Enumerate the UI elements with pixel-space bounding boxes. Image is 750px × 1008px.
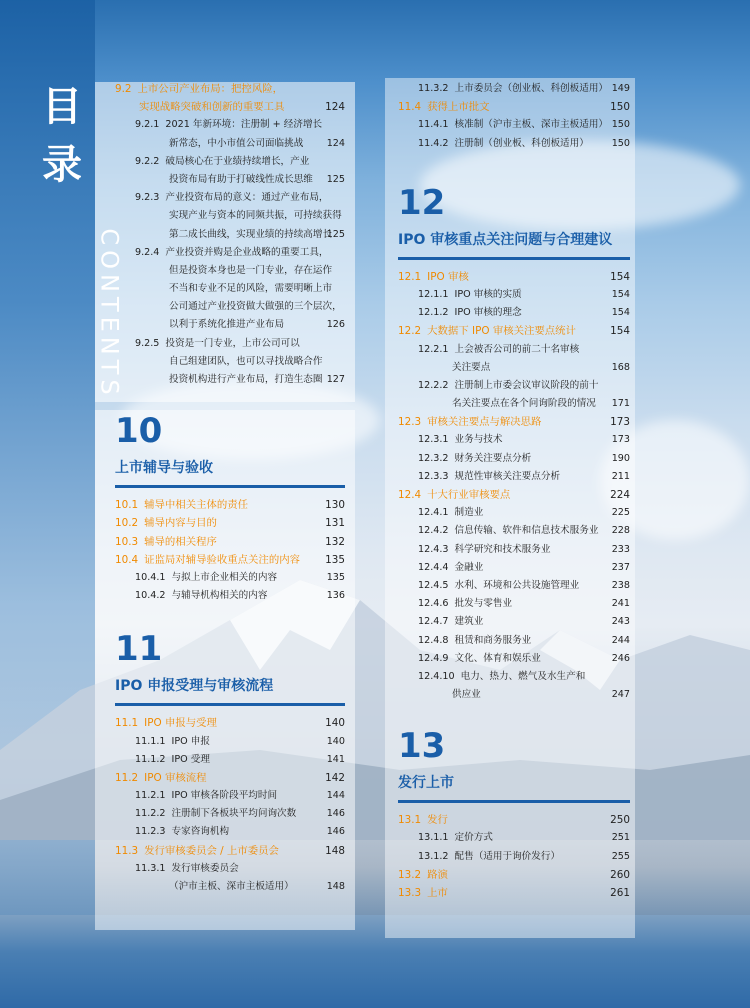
toc-title: 上市	[427, 887, 448, 899]
toc-title: 实现战略突破和创新的重要工具	[139, 101, 285, 114]
toc-entry	[398, 559, 630, 577]
toc-title: 发行	[427, 814, 448, 827]
toc-page-number: 148	[326, 881, 345, 892]
toc-page-number: 238	[611, 579, 630, 591]
toc-entry	[398, 829, 630, 847]
toc-entry	[115, 244, 345, 262]
toc-entry	[398, 522, 630, 540]
toc-title: 第二成长曲线，实现业绩的持续高增长	[169, 228, 333, 240]
toc-title: 证监局对辅导验收重点关注的内容	[144, 553, 300, 566]
toc-entry	[398, 135, 630, 153]
toc-title: 辅导内容与目的	[144, 517, 217, 530]
toc-number: 11.1.1	[135, 735, 166, 747]
toc-title: 投资机构进行产业布局，打造生态圈	[169, 374, 323, 385]
toc-number: 12.4.5	[418, 579, 449, 591]
chapter-11-title: IPO 申报受理与审核流程	[115, 678, 274, 695]
toc-number: 11.4	[398, 101, 422, 114]
toc-entry	[398, 413, 630, 431]
toc-title: IPO 审核	[427, 270, 469, 283]
toc-entry	[115, 533, 345, 551]
toc-title: 核准制（沪市主板、深市主板适用）	[454, 119, 609, 131]
toc-title: 规范性审核关注要点分析	[454, 470, 561, 482]
toc-entry	[115, 371, 345, 389]
toc-title: IPO 申报	[171, 735, 210, 747]
toc-page-number: 132	[325, 535, 345, 548]
toc-title: 投资布局有助于打破线性成长思维	[169, 173, 313, 185]
toc-entry	[115, 98, 345, 116]
toc-page-number: 154	[610, 270, 630, 283]
toc-title: 大数据下 IPO 审核关注要点统计	[427, 325, 576, 338]
toc-title: 建筑业	[454, 616, 484, 628]
toc-title: 专家咨询机构	[171, 826, 230, 838]
toc-number: 10.4.1	[135, 571, 166, 583]
chapter-11-continued-entries	[398, 80, 630, 153]
toc-page-number: 251	[611, 832, 630, 844]
title-char-2: 录	[42, 142, 82, 188]
toc-entry	[398, 395, 630, 413]
toc-number: 12.3.1	[418, 434, 449, 446]
toc-entry	[115, 171, 345, 189]
toc-page-number: 261	[610, 887, 630, 899]
toc-page-number: 146	[326, 826, 345, 838]
toc-entry	[115, 135, 345, 153]
toc-page-number: 246	[611, 652, 630, 664]
toc-title: 批发与零售业	[454, 598, 513, 610]
chapter-10-title: 上市辅导与验收	[115, 460, 213, 477]
toc-page-number: 237	[611, 561, 630, 573]
toc-page-number: 140	[325, 717, 345, 730]
toc-entry	[398, 322, 630, 340]
toc-entry	[115, 842, 345, 860]
toc-title: 产业投资并购是企业战略的重要工具，	[165, 246, 329, 258]
chapter-12-title: IPO 审核重点关注问题与合理建议	[398, 231, 613, 248]
toc-title: 注册制上市委会议审议阶段的前十	[454, 379, 599, 391]
toc-entry	[115, 514, 345, 532]
toc-number: 10.4.2	[135, 590, 166, 602]
toc-number: 12.1.1	[418, 288, 449, 300]
toc-number: 12.3.3	[418, 470, 449, 482]
toc-page-number: 241	[611, 598, 630, 610]
toc-title: 路演	[427, 868, 448, 881]
toc-number: 11.1	[115, 717, 139, 730]
toc-title: 实现产业与资本的同频共振，可持续获得	[169, 210, 342, 222]
toc-page-number: 150	[611, 119, 630, 131]
toc-page-number: 211	[611, 470, 630, 482]
toc-entry	[115, 714, 345, 732]
toc-title: IPO 申报与受理	[144, 717, 217, 730]
toc-title: IPO 审核的理念	[454, 307, 522, 319]
toc-entry	[398, 468, 630, 486]
toc-entry	[398, 541, 630, 559]
toc-number: 9.2.3	[135, 192, 160, 204]
toc-number: 10.3	[115, 535, 139, 548]
toc-entry	[115, 116, 345, 134]
toc-title: 业务与技术	[454, 434, 503, 446]
toc-entry	[398, 686, 630, 704]
chapter-12-number: 12	[398, 182, 446, 223]
toc-number: 12.4.8	[418, 634, 449, 646]
toc-title: 发行审核委员会 / 上市委员会	[144, 844, 279, 857]
toc-number: 11.2.1	[135, 790, 166, 802]
toc-entry	[115, 569, 345, 587]
toc-entry	[398, 431, 630, 449]
toc-title: IPO 审核的实质	[454, 288, 522, 300]
toc-number: 12.3.2	[418, 452, 449, 464]
toc-title: 自己组建团队，也可以寻找战略合作	[169, 355, 323, 367]
toc-page-number: 135	[325, 553, 345, 566]
toc-entry	[398, 98, 630, 116]
toc-page-number: 244	[611, 634, 630, 646]
toc-page-number: 126	[326, 319, 345, 331]
chapter-9-entries	[115, 80, 345, 389]
toc-page-number: 168	[611, 361, 630, 373]
toc-number: 13.1.2	[418, 850, 449, 862]
toc-entry	[115, 496, 345, 514]
toc-entry	[115, 751, 345, 769]
toc-page-number: 131	[325, 517, 345, 530]
toc-page-number: 150	[611, 137, 630, 149]
toc-entry	[398, 504, 630, 522]
toc-number: 11.2.2	[135, 808, 166, 820]
toc-page-number: 124	[325, 101, 345, 114]
toc-title: 十大行业审核要点	[427, 489, 511, 501]
toc-number: 11.3.2	[418, 83, 449, 94]
toc-page-number: 225	[611, 507, 630, 519]
toc-entry	[115, 805, 345, 823]
toc-entry	[115, 353, 345, 371]
toc-page-number: 135	[326, 571, 345, 583]
chapter-11-divider	[115, 703, 345, 706]
toc-entry	[115, 280, 345, 298]
toc-title: 关注要点	[452, 361, 491, 373]
toc-entry	[398, 632, 630, 650]
toc-title: 以利于系统化推进产业布局	[169, 319, 285, 331]
toc-entry	[398, 304, 630, 322]
toc-title: 定价方式	[454, 832, 493, 844]
toc-title: 产业投资布局的意义：通过产业布局，	[165, 192, 329, 204]
chapter-13-title: 发行上市	[398, 775, 454, 792]
toc-title: 信息传输、软件和信息技术服务业	[454, 525, 599, 537]
toc-number: 9.2.2	[135, 155, 160, 167]
toc-entry	[398, 359, 630, 377]
chapter-11-number: 11	[115, 629, 163, 670]
toc-number: 12.4.4	[418, 561, 449, 573]
toc-title: 金融业	[454, 561, 484, 573]
toc-entry	[115, 189, 345, 207]
toc-entry	[398, 116, 630, 134]
toc-page-number: 124	[326, 137, 345, 149]
title-cn	[40, 78, 84, 194]
toc-page-number: 140	[326, 735, 345, 747]
toc-number: 12.2.1	[418, 343, 449, 355]
chapter-12-divider	[398, 257, 630, 260]
toc-page-number: 228	[611, 525, 630, 537]
toc-title: （沪市主板、深市主板适用）	[169, 881, 294, 892]
toc-entry	[115, 587, 345, 605]
toc-entry	[398, 811, 630, 829]
toc-page-number: 130	[325, 499, 345, 512]
toc-entry	[398, 486, 630, 504]
toc-entry	[115, 787, 345, 805]
toc-entry	[115, 733, 345, 751]
toc-number: 13.1	[398, 814, 422, 827]
toc-number: 13.2	[398, 868, 422, 881]
toc-title: IPO 审核流程	[144, 771, 207, 784]
toc-title: 新常态，中小市值公司面临挑战	[169, 137, 304, 149]
toc-entry	[115, 153, 345, 171]
toc-page-number: 173	[611, 434, 630, 446]
toc-page-number: 136	[326, 590, 345, 602]
toc-entry	[398, 595, 630, 613]
toc-page-number: 125	[326, 228, 345, 240]
toc-page-number: 171	[611, 398, 630, 410]
right-column	[398, 80, 630, 902]
toc-number: 13.3	[398, 887, 422, 899]
toc-entry	[115, 80, 345, 98]
toc-title: 供应业	[452, 689, 481, 701]
toc-number: 12.2.2	[418, 379, 449, 391]
left-column	[115, 80, 345, 896]
toc-page-number: 190	[611, 452, 630, 464]
toc-entry	[398, 268, 630, 286]
toc-entry	[115, 226, 345, 244]
chapter-11-entries	[115, 714, 345, 896]
toc-page-number: 247	[611, 689, 630, 701]
toc-title: 名关注要点在各个问询阶段的情况	[452, 398, 596, 410]
toc-number: 12.3	[398, 416, 422, 429]
chapter-13-number: 13	[398, 726, 446, 767]
toc-title: IPO 受理	[171, 753, 210, 765]
toc-entry	[398, 884, 630, 902]
toc-page-number: 243	[611, 616, 630, 628]
toc-entry	[115, 207, 345, 225]
toc-number: 12.4.1	[418, 507, 449, 519]
toc-title: 发行审核委员会	[171, 862, 239, 874]
toc-entry	[398, 848, 630, 866]
toc-page-number: 173	[610, 416, 630, 429]
toc-title: 但是投资本身也是一门专业，存在运作	[169, 264, 333, 276]
toc-number: 9.2	[115, 83, 132, 95]
toc-number: 11.1.2	[135, 753, 166, 765]
toc-title: 与拟上市企业相关的内容	[171, 571, 278, 583]
toc-number: 11.4.1	[418, 119, 449, 131]
toc-entry	[115, 823, 345, 841]
toc-title: 公司通过产业投资做大做强的三个层次，	[169, 301, 342, 313]
toc-number: 11.2.3	[135, 826, 166, 838]
toc-page-number: 260	[610, 868, 630, 881]
toc-number: 12.2	[398, 325, 422, 338]
toc-title: 上市委员会（创业板、科创板适用）	[454, 83, 609, 94]
toc-number: 12.4.2	[418, 525, 449, 537]
toc-number: 12.4	[398, 489, 422, 501]
toc-page-number: 250	[610, 814, 630, 827]
toc-entry	[398, 80, 630, 98]
toc-number: 10.2	[115, 517, 139, 530]
toc-number: 13.1.1	[418, 832, 449, 844]
toc-entry	[398, 577, 630, 595]
toc-title: 不当和专业不足的风险，需要明晰上市	[169, 283, 333, 295]
toc-page-number: 141	[326, 753, 345, 765]
toc-title: 科学研究和技术服务业	[454, 543, 551, 555]
chapter-10-number: 10	[115, 411, 163, 452]
toc-entry	[115, 878, 345, 896]
toc-title: 注册制（创业板、科创板适用）	[454, 137, 589, 149]
toc-number: 12.4.9	[418, 652, 449, 664]
toc-title: 财务关注要点分析	[454, 452, 532, 464]
toc-number: 11.3.1	[135, 862, 166, 874]
chapter-10-entries	[115, 496, 345, 605]
toc-number: 11.2	[115, 771, 139, 784]
toc-entry	[398, 450, 630, 468]
toc-title: 辅导中相关主体的责任	[144, 499, 249, 512]
toc-page-number: 148	[325, 844, 345, 857]
chapter-13-entries	[398, 811, 630, 902]
toc-entry	[398, 613, 630, 631]
toc-entry	[398, 377, 630, 395]
toc-number: 10.4	[115, 553, 139, 566]
toc-number: 12.1	[398, 270, 422, 283]
toc-entry	[115, 335, 345, 353]
toc-entry	[398, 286, 630, 304]
toc-title: 上市公司产业布局：把控风险，	[137, 83, 283, 95]
toc-page-number: 125	[326, 173, 345, 185]
toc-title: 上会被否公司的前二十名审核	[454, 343, 580, 355]
toc-page-number: 233	[611, 543, 630, 555]
chapter-10-divider	[115, 485, 345, 488]
toc-number: 12.4.3	[418, 543, 449, 555]
toc-page-number: 144	[326, 790, 345, 802]
toc-number: 12.4.7	[418, 616, 449, 628]
toc-title: 电力、热力、燃气及水生产和	[460, 670, 586, 682]
toc-number: 10.1	[115, 499, 139, 512]
toc-number: 9.2.5	[135, 337, 160, 349]
toc-entry	[115, 860, 345, 878]
toc-page-number: 154	[611, 288, 630, 300]
toc-page-number: 146	[326, 808, 345, 820]
toc-title: 文化、体育和娱乐业	[454, 652, 541, 664]
chapter-13-divider	[398, 800, 630, 803]
toc-number: 11.3	[115, 844, 139, 857]
toc-title: IPO 审核各阶段平均时间	[171, 790, 278, 802]
toc-number: 11.4.2	[418, 137, 449, 149]
toc-entry	[398, 341, 630, 359]
toc-page-number: 149	[611, 83, 630, 94]
toc-entry	[115, 262, 345, 280]
title-en: CONTENTS	[95, 228, 124, 400]
toc-page-number: 127	[326, 374, 345, 385]
toc-title: 辅导的相关程序	[144, 535, 217, 548]
toc-title: 注册制下各板块平均问询次数	[171, 808, 297, 820]
title-char-1: 目	[42, 84, 82, 130]
toc-title: 制造业	[454, 507, 484, 519]
toc-title: 配售（适用于询价发行）	[454, 850, 561, 862]
toc-entry	[115, 316, 345, 334]
toc-title: 2021 年新环境：注册制 + 经济增长	[165, 119, 323, 131]
toc-number: 12.4.10	[418, 670, 455, 682]
toc-entry	[398, 668, 630, 686]
toc-number: 12.1.2	[418, 307, 449, 319]
toc-entry	[398, 650, 630, 668]
toc-entry	[115, 298, 345, 316]
toc-entry	[115, 769, 345, 787]
toc-title: 投资是一门专业，上市公司可以	[165, 337, 300, 349]
toc-title: 水利、环境和公共设施管理业	[454, 579, 580, 591]
toc-title: 破局核心在于业绩持续增长，产业	[165, 155, 310, 167]
toc-entry	[398, 866, 630, 884]
toc-entry	[115, 551, 345, 569]
toc-page-number: 255	[611, 850, 630, 862]
toc-number: 9.2.4	[135, 246, 160, 258]
toc-page-number: 154	[611, 307, 630, 319]
toc-number: 9.2.1	[135, 119, 160, 131]
toc-page-number: 150	[610, 101, 630, 114]
toc-title: 租赁和商务服务业	[454, 634, 532, 646]
toc-page-number: 154	[610, 325, 630, 338]
toc-title: 与辅导机构相关的内容	[171, 590, 268, 602]
toc-page-number: 224	[610, 489, 630, 501]
toc-number: 12.4.6	[418, 598, 449, 610]
toc-title: 获得上市批文	[427, 101, 490, 114]
chapter-12-entries	[398, 268, 630, 705]
toc-title: 审核关注要点与解决思路	[427, 416, 542, 429]
toc-page-number: 142	[325, 771, 345, 784]
